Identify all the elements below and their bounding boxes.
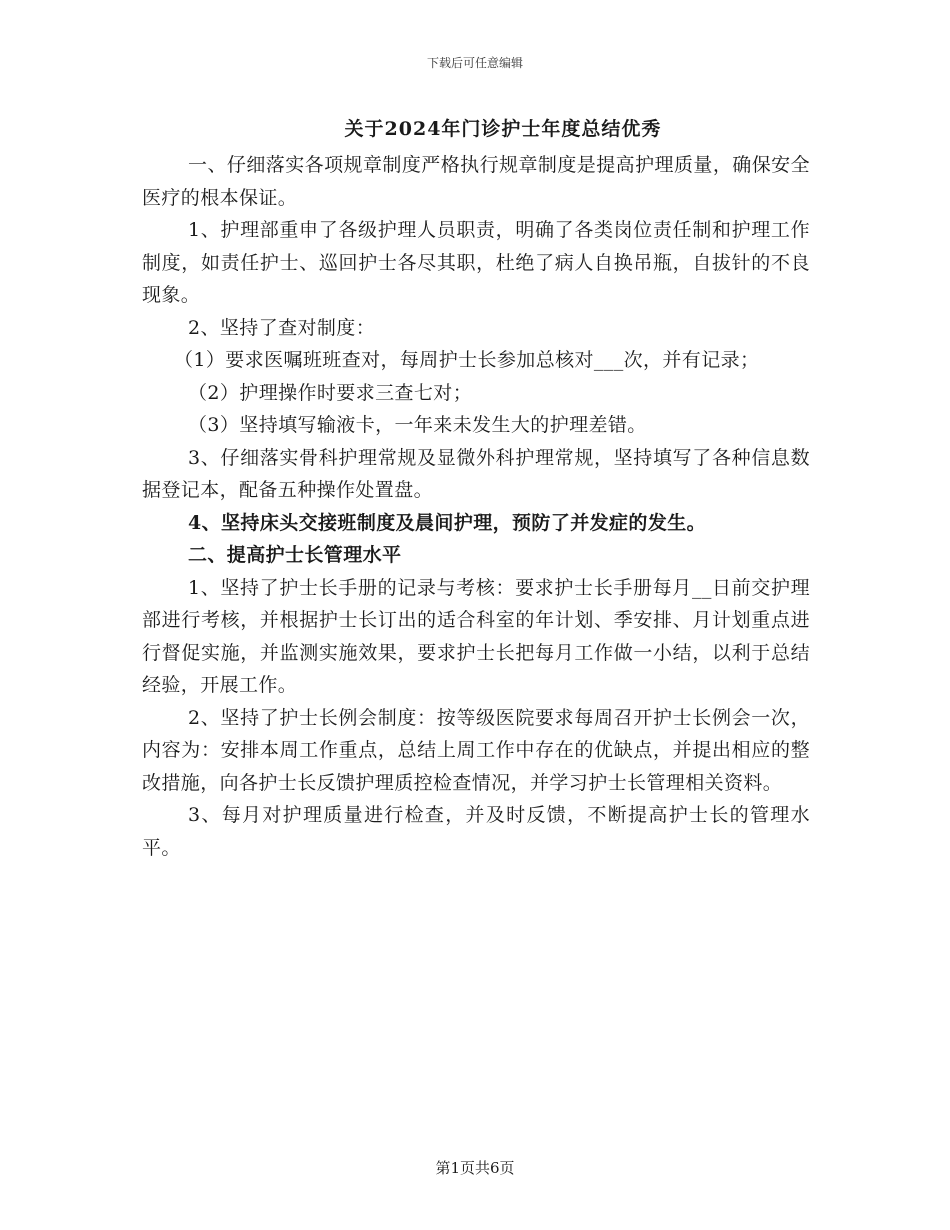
paragraph-item-1-3: 3、仔细落实骨科护理常规及显微外科护理常规，坚持填写了各种信息数据登记本，配备五种操作处置盘。 xyxy=(142,446,810,501)
paragraph-item-2-1: 1、坚持了护士长手册的记录与考核：要求护士长手册每月__日前交护理部进行考核，并根据护士长订出的适合科室的年计划、季安排、月计划重点进行督促实施，并监测实施效果，要求护士长把每月工作做一小结，以利于总结经验，开展工作。 xyxy=(142,576,810,696)
paragraph-section-2-heading: 二、提高护士长管理水平 xyxy=(188,544,402,566)
paragraph-subitem-3: （3）坚持填写输液卡，一年来未发生大的护理差错。 xyxy=(188,414,647,436)
paragraph-item-1-1: 1、护理部重申了各级护理人员职责，明确了各类岗位责任制和护理工作制度，如责任护士、巡回护士各尽其职，杜绝了病人自换吊瓶，自拔针的不良现象。 xyxy=(142,219,810,306)
paragraph-section-1-heading: 一、仔细落实各项规章制度严格执行规章制度是提高护理质量，确保安全医疗的根本保证。 xyxy=(142,154,810,209)
header-note: 下载后可任意编辑 xyxy=(426,56,523,70)
paragraph-subitem-1: （1）要求医嘱班班查对，每周护士长参加总核对___次，并有记录； xyxy=(174,349,760,371)
document-body xyxy=(142,149,810,864)
paragraph-item-1-4: 4、坚持床头交接班制度及晨间护理，预防了并发症的发生。 xyxy=(188,511,707,534)
paragraph-item-2-2: 2、坚持了护士长例会制度：按等级医院要求每周召开护士长例会一次，内容为：安排本周工作重点，总结上周工作中存在的优缺点，并提出相应的整改措施，向各护士长反馈护理质控检查情况，并学习护士长管理相关资料。 xyxy=(142,706,810,794)
paragraph-item-2-3: 3、每月对护理质量进行检查，并及时反馈，不断提高护士长的管理水平。 xyxy=(142,804,810,859)
paragraph-item-1-2: 2、坚持了查对制度： xyxy=(188,316,376,339)
page-footer: 第1页共6页 xyxy=(435,1159,515,1177)
document-title: 关于2024年门诊护士年度总结优秀 xyxy=(344,118,662,140)
paragraph-subitem-2: （2）护理操作时要求三查七对； xyxy=(188,381,473,404)
